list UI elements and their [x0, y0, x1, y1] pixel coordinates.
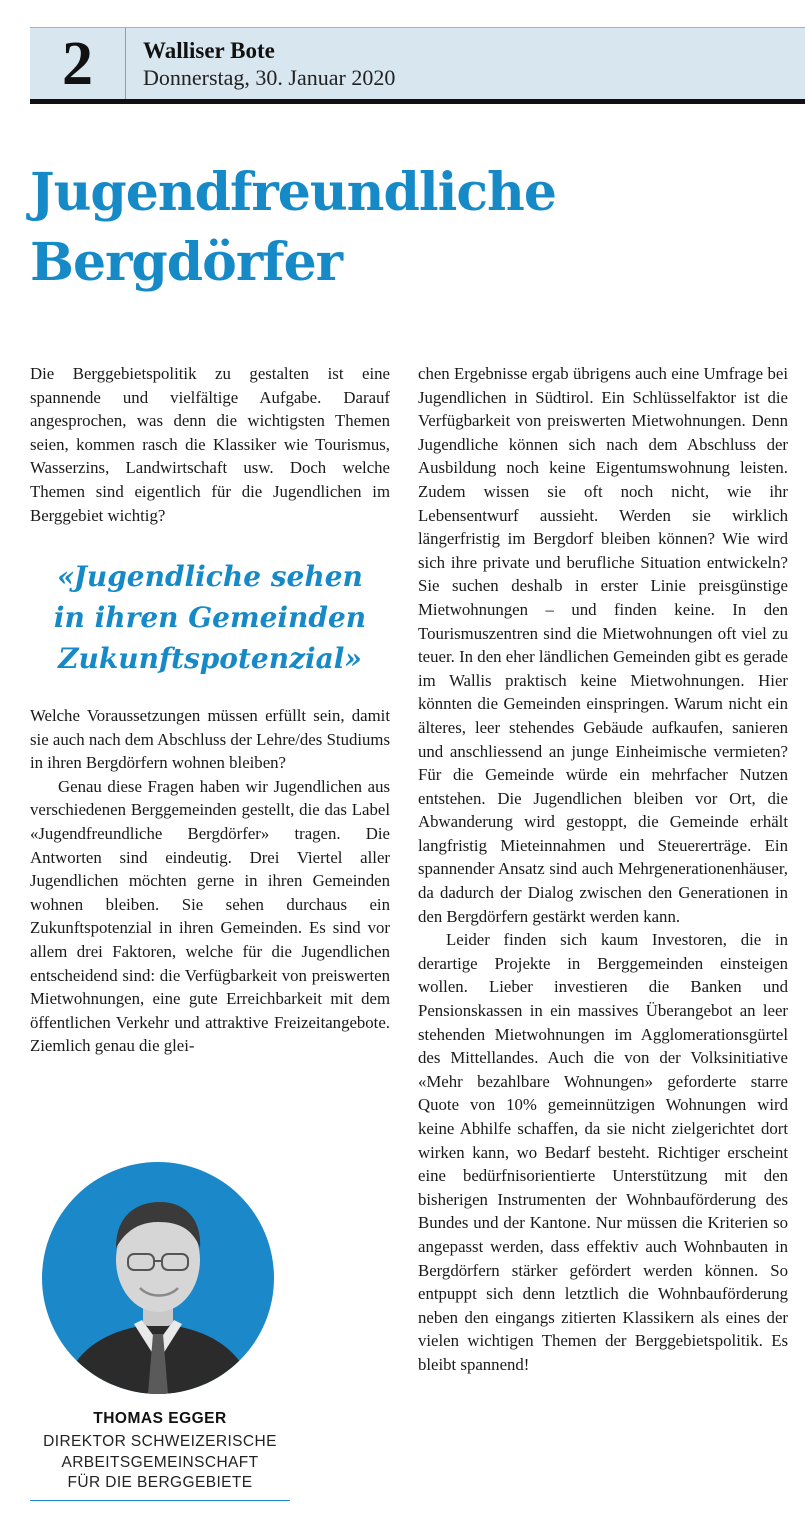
portrait-illustration: [42, 1162, 274, 1394]
article-lead: Die Berggebietspolitik zu gestalten ist eine spannende und vielfältige Aufgabe. Darauf angesprochen, was denn die wichtigsten Themen seien, kommen rasch die Klassiker wie Tourismus, Wasserzins, Landwirtschaft usw. Doch welche Themen sind eigentlich für die Jugendlichen im Berggebiet wichtig?: [30, 364, 390, 525]
author-role-line: FÜR DIE BERGGEBIETE: [67, 1474, 253, 1491]
headline-line-2: Bergdörfer: [30, 232, 343, 293]
article-body-left: [30, 704, 390, 1058]
paper-name: Walliser Bote: [143, 38, 275, 63]
article-headline: [30, 158, 770, 298]
author-role-line: ARBEITSGEMEINSCHAFT: [61, 1453, 259, 1471]
author-rule: [30, 1500, 290, 1501]
pull-quote-line-1: «Jugendliche sehen: [57, 560, 363, 593]
pull-quote-line-3: Zukunftspotenzial»: [58, 642, 362, 675]
pull-quote-line-2: in ihren Gemeinden: [53, 601, 367, 634]
author-role-line: DIREKTOR SCHWEIZERISCHE: [43, 1433, 277, 1450]
author-portrait: [42, 1162, 274, 1394]
article-paragraph-continued: chen Ergebnisse ergab übrigens auch eine Umfrage bei Jugendlichen in Südtirol. Ein Schlüsselfaktor ist die Verfügbarkeit von preiswerten Mietwohnungen. Denn Jugendliche können sich nach dem Abschluss der Ausbildung noch keine Eigentumswohnung leisten. Zudem wissen sie oft noch nicht, wie ihr Lebensentwurf aussieht. Werden sie wirklich längerfristig im Bergdorf bleiben können? Wie wird sich ihre private und berufliche Situation entwickeln? Sie suchen deshalb in erster Linie preisgünstige Mietwohnungen – und finden keine. In den Tourismuszentren sind die Mietwohnungen oft viel zu teuer. In den eher ländlichen Gemeinden gibt es gerade im Wallis praktisch keine Mietwohnungen. Hier könnten die Gemeinden einspringen. Warum nicht ein älteres, leer stehendes Gebäude aufkaufen, sanieren und anschliessend an junge Einheimische vermieten? Für die Gemeinde würde ein mehrfacher Nutzen entstehen. Die Jugendlichen bleiben vor Ort, die Abwanderung wird gestoppt, die Gemeinde erhält langfristig Mieteinnahmen und Steuererträge. Ein spannender Ansatz sind auch Mehrgenerationenhäuser, da dadurch der Dialog zwischen den Generationen in den Bergdörfern gestärkt werden kann.: [418, 364, 788, 926]
author-role: [30, 1432, 290, 1494]
pull-quote: [30, 556, 390, 679]
page-number: 2: [62, 30, 93, 98]
article-paragraph: Genau diese Fragen haben wir Jugendlichen aus verschiedenen Berggemeinden gestellt, die das Label «Jugendfreundliche Bergdörfer» tragen. Die Antworten sind eindeutig. Drei Viertel aller Jugendlichen möchten gerne in ihren Gemeinden wohnen bleiben. Sie sehen durchaus ein Zukunftspotenzial in ihren Gemeinden. Es sind vor allem drei Faktoren, welche für die Jugendlichen entscheidend sind: die Verfügbarkeit von preiswerten Mietwohnungen, eine gute Erreichbarkeit mit dem öffentlichen Verkehr und attraktive Freizeitangebote. Ziemlich genau die glei-: [30, 776, 390, 1056]
masthead: [30, 27, 805, 100]
masthead-divider: [125, 28, 126, 100]
article-paragraph: Leider finden sich kaum Investoren, die in derartige Projekte in Berggemeinden einsteigen wollen. Lieber investieren die Banken und Pensionskassen in ein massives Überangebot an leer stehenden Mietwohnungen im Agglomerationsgürtel des Mittellandes. Auch die von der Volksinitiative «Mehr bezahlbare Wohnungen» geforderte starre Quote von 10% gemeinnützigen Wohnungen wird keine Abhilfe schaffen, da sie nicht zielgerichtet dort wirken kann, wo Bedarf besteht. Richtiger erscheint eine bedürfnisorientierte Unterstützung mit den bisherigen Instrumenten der Wohnbauförderung des Bundes und der Kantone. Nur müssen die Kriterien so angepasst werden, dass effektiv auch Wohnbauten in Bergdörfern stärker gefördert werden können. So entpuppt sich denn letztlich die Wohnbauförderung neben den eingangs zitierten Klassikern als eines der vielen wichtigen Themen der Berggebietspolitik. Es bleibt spannend!: [418, 930, 788, 1374]
article-body-right: [418, 362, 788, 1377]
article-paragraph: Welche Voraussetzungen müssen erfüllt sein, damit sie auch nach dem Abschluss der Lehre/des Studiums in ihren Bergdörfern wohnen bleiben?: [30, 706, 390, 773]
masthead-rule: [30, 99, 805, 104]
issue-date: Donnerstag, 30. Januar 2020: [143, 65, 396, 90]
author-name: THOMAS EGGER: [93, 1410, 227, 1427]
headline-line-1: Jugendfreundliche: [30, 162, 556, 223]
